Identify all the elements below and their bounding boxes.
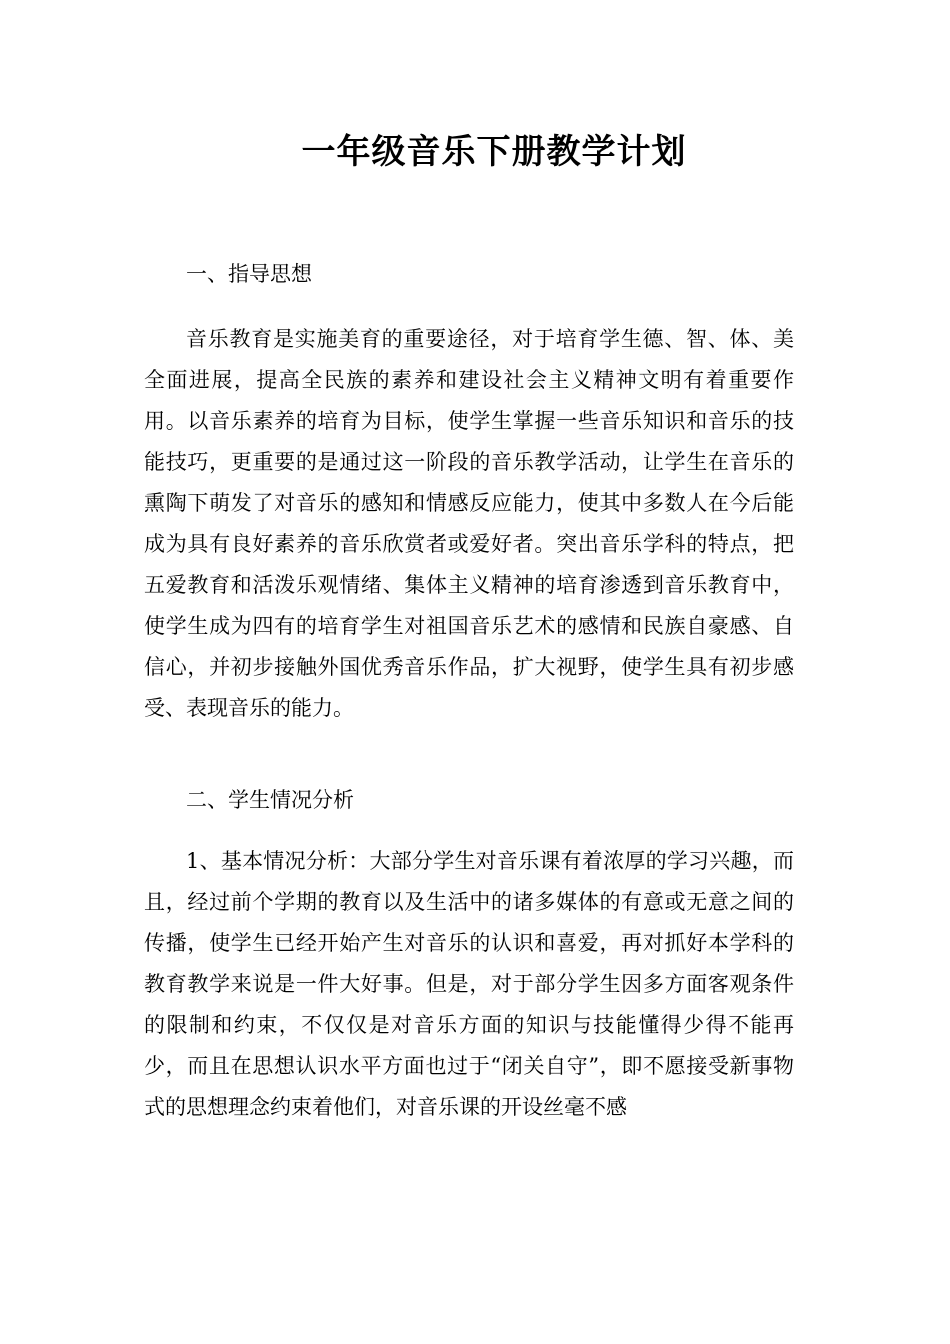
section-paragraph-guiding-ideology: 音乐教育是实施美育的重要途径，对于培育学生德、智、体、美全面进展，提高全民族的素养和建设社会主义精神文明有着重要作用。以音乐素养的培育为目标，使学生掌握一些音乐知识和音乐的技能技巧，更重要的是通过这一阶段的音乐教学活动，让学生在音乐的熏陶下萌发了对音乐的感知和情感反应能力，使其中多数人在今后能成为具有良好素养的音乐欣赏者或爱好者。突出音乐学科的特点，把五爱教育和活泼乐观情绪、集体主义精神的培育渗透到音乐教育中，使学生成为四有的培育学生对祖国音乐艺术的感情和民族自豪感、自信心，并初步接触外国优秀音乐作品，扩大视野，使学生具有初步感受、表现音乐的能力。 xyxy=(144,327,794,720)
section-heading-guiding-ideology: 一、指导思想 xyxy=(186,262,312,286)
section-paragraph-student-analysis: 1、基本情况分析：大部分学生对音乐课有着浓厚的学习兴趣，而且，经过前个学期的教育以及生活中的诸多媒体的有意或无意之间的传播，使学生已经开始产生对音乐的认识和喜爱，再对抓好本学科的教育教学来说是一件大好事。但是，对于部分学生因多方面客观条件的限制和约束，不仅仅是对音乐方面的知识与技能懂得少得不能再少，而且在思想认识水平方面也过于“闭关自守”，即不愿接受新事物式的思想理念约束着他们，对音乐课的开设丝毫不感 xyxy=(144,849,794,1119)
document-title: 一年级音乐下册教学计划 xyxy=(301,132,687,172)
section-heading-student-analysis: 二、学生情况分析 xyxy=(186,788,354,812)
